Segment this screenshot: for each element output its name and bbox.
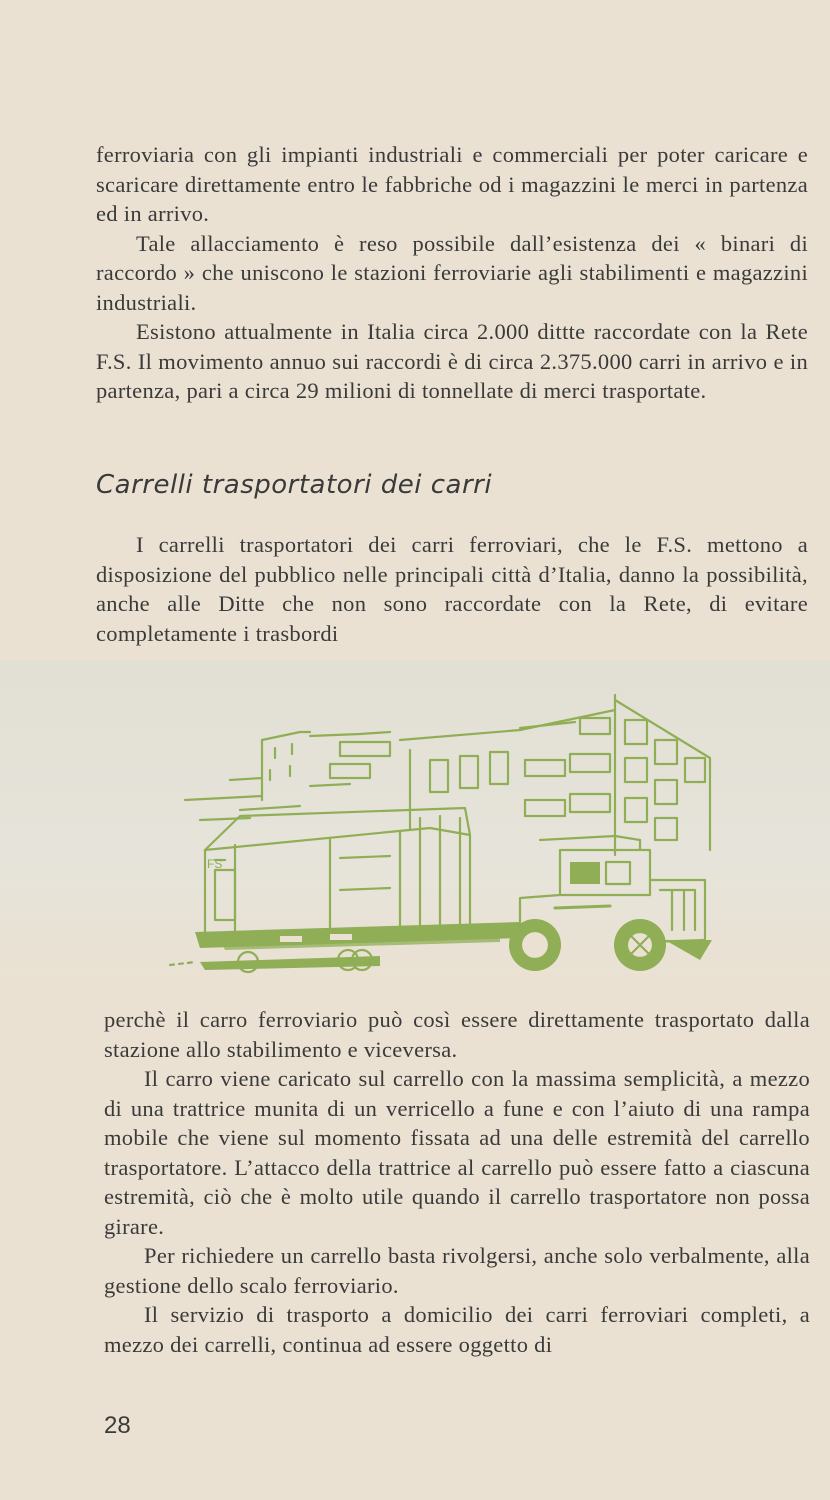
- paragraph: Per richiedere un carrello basta rivolgersi, anche solo verbalmente, alla gestione dello scalo ferroviario.: [104, 1243, 810, 1298]
- ground-line: [170, 962, 195, 965]
- section-text: [96, 530, 808, 648]
- paragraph: I carrelli trasportatori dei carri ferroviari, che le F.S. mettono a disposizione del pubblico nelle principali città d’Italia, danno la possibilità, anche alle Ditte che non sono raccordate con la Rete, di evitare completamente i trasbordi: [96, 532, 808, 646]
- truck-carrying-railcar-illustration: [0, 640, 830, 1000]
- building-left: [185, 732, 390, 820]
- railway-wagon: [205, 808, 470, 940]
- paragraph: Il servizio di trasporto a domicilio dei carri ferroviari completi, a mezzo dei carrelli, continua ad essere oggetto di: [104, 1302, 810, 1357]
- paragraph: Tale allacciamento è reso possibile dall’esistenza dei « binari di raccordo » che uniscono le stazioni ferroviarie agli stabilimenti e magazzini industriali.: [96, 230, 808, 315]
- paragraph: Il carro viene caricato sul carrello con la massima semplicità, a mezzo di una trattrice munita di un verricello a fune e con l’aiuto di una rampa mobile che viene sul momento fissata ad una delle estremità del carrello trasportatore. L’attacco della trattrice al carrello può essere fatto a ciascuna estremità, ciò che è molto utile quando il carrello trasportatore non possa girare.: [104, 1066, 810, 1239]
- wagon-marking: FS: [207, 857, 223, 871]
- truck-wheels: [509, 919, 712, 971]
- paragraph: Esistono attualmente in Italia circa 2.000 dittte raccordate con la Rete F.S. Il movimento annuo sui raccordi è di circa 2.375.000 carri in arrivo e in partenza, pari a circa 29 milioni di tonnellate di merci trasportate.: [96, 319, 808, 403]
- illustration: [0, 640, 830, 1000]
- page-number: 28: [104, 1412, 131, 1439]
- paragraph: ferroviaria con gli impianti industriali e commerciali per poter caricare e scaricare direttamente entro le fabbriche od i magazzini le merci in partenza ed in arrivo.: [96, 142, 808, 226]
- paragraph: perchè il carro ferroviario può così essere direttamente trasportato dalla stazione allo stabilimento e viceversa.: [104, 1007, 810, 1062]
- intro-text: [96, 140, 808, 406]
- continued-text: [104, 1005, 810, 1359]
- section-heading: Carrelli trasportatori dei carri: [96, 470, 493, 500]
